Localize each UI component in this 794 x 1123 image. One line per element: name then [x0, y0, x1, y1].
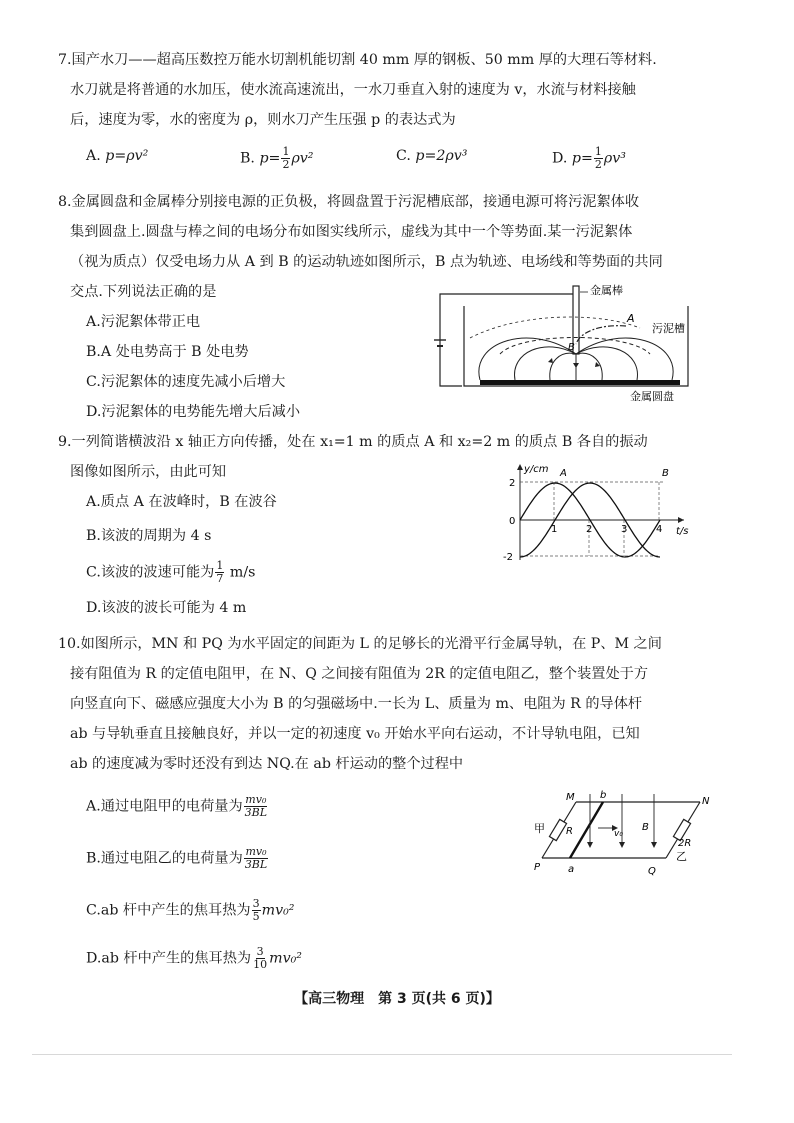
- q7-option-a: A. p=ρv²: [86, 148, 149, 164]
- q9-option-d: D.该波的波长可能为 4 m: [86, 600, 247, 616]
- q9-xtick-4: 4: [656, 524, 663, 535]
- q8-point-b-label: B: [568, 342, 575, 353]
- q10-label-n: N: [702, 796, 710, 807]
- q9-xtick-2: 2: [586, 524, 593, 535]
- q7-stem-line-3: 后，速度为零，水的密度为 ρ，则水刀产生压强 p 的表达式为: [70, 112, 456, 128]
- q10-stem-line-4: ab 与导轨垂直且接触良好，并以一定的初速度 v₀ 开始水平向右运动，不计导轨电阻，已知: [70, 726, 640, 742]
- q9-ytick-top: 2: [509, 478, 516, 489]
- q8-option-a: A.污泥絮体带正电: [86, 314, 201, 330]
- q7-stem-line-2: 水刀就是将普通的水加压，使水流高速流出，一水刀垂直入射的速度为 v，水流与材料接触: [70, 82, 636, 98]
- q10-rail-circuit-figure: [530, 788, 710, 880]
- q10-stem-line-2: 接有阻值为 R 的定值电阻甲，在 N、Q 之间接有阻值为 2R 的定值电阻乙，整个装置处于方: [70, 666, 649, 682]
- q7-stem-line-1: 7.国产水刀——超高压数控万能水切割机能切割 40 mm 厚的钢板、50 mm 厚的大理石等材料.: [58, 52, 657, 68]
- q8-option-d: D.污泥絮体的电势能先增大后减小: [86, 404, 301, 420]
- q9-stem-line-1: 9.一列简谐横波沿 x 轴正方向传播，处在 x₁=1 m 的质点 A 和 x₂=2 m 的质点 B 各自的振动: [58, 434, 648, 450]
- q8-rod-label: 金属棒: [590, 284, 623, 297]
- q10-option-c: C.ab 杆中产生的焦耳热为 $\frac{3}{5}$ mv₀²: [86, 897, 295, 923]
- q10-label-m: M: [566, 792, 575, 803]
- q10-label-jia: 甲: [534, 822, 545, 835]
- q10-label-b: b: [600, 790, 607, 801]
- q9-curve-a-label: A: [560, 468, 567, 479]
- q8-option-c: C.污泥絮体的速度先减小后增大: [86, 374, 286, 390]
- q10-label-field-b: B: [642, 822, 649, 833]
- q10-option-b: B.通过电阻乙的电荷量为 $\frac{\text{mv₀}}{3BL}$: [86, 845, 268, 871]
- q7-option-b: B. p= $\frac{1}{2}$ ρv²: [240, 145, 314, 171]
- q9-xtick-3: 3: [621, 524, 628, 535]
- q8-electric-field-figure: [430, 282, 700, 404]
- q10-stem-line-5: ab 的速度减为零时还没有到达 NQ.在 ab 杆运动的整个过程中: [70, 756, 464, 772]
- q9-vibration-graph: [500, 460, 700, 566]
- q7-option-d: D. p= $\frac{1}{2}$ ρv³: [552, 145, 626, 171]
- q10-label-yi: 乙: [676, 850, 687, 863]
- q10-label-a: a: [568, 864, 575, 875]
- q9-curve-b-label: B: [662, 468, 669, 479]
- q10-label-q: Q: [648, 866, 656, 877]
- q10-label-2r: 2R: [678, 838, 692, 849]
- q10-label-p: P: [534, 862, 541, 873]
- q10-label-v0: v₀: [614, 829, 623, 839]
- q9-y-axis-label: y/cm: [524, 464, 549, 475]
- q7-option-c: C. p=2ρv³: [396, 148, 468, 164]
- q10-option-a: A.通过电阻甲的电荷量为 $\frac{\text{mv₀}}{3BL}$: [86, 793, 268, 819]
- q8-stem-line-4: 交点.下列说法正确的是: [70, 284, 217, 300]
- page-divider: [32, 1054, 732, 1055]
- q9-origin-label: 0: [509, 516, 516, 527]
- q9-option-c: C.该波的波速可能为 $\frac{1}{7}$ m/s: [86, 559, 256, 585]
- q9-x-axis-label: t/s: [676, 526, 689, 537]
- q8-stem-line-1: 8.金属圆盘和金属棒分别接电源的正负极，将圆盘置于污泥槽底部，接通电源可将污泥絮体收: [58, 194, 640, 210]
- q9-option-b: B.该波的周期为 4 s: [86, 528, 212, 544]
- q8-stem-line-2: 集到圆盘上.圆盘与棒之间的电场分布如图实线所示，虚线为其中一个等势面.某一污泥絮体: [70, 224, 633, 240]
- q10-option-d: D.ab 杆中产生的焦耳热为 $\frac{3}{10}$ mv₀²: [86, 945, 302, 971]
- q9-ytick-bottom: -2: [503, 552, 513, 563]
- q8-point-a-label: A: [627, 312, 635, 325]
- q8-disc-label: 金属圆盘: [630, 390, 674, 403]
- q10-stem-line-1: 10.如图所示，MN 和 PQ 为水平固定的间距为 L 的足够长的光滑平行金属导轨，在 P、M 之间: [58, 636, 662, 652]
- q9-option-a: A.质点 A 在波峰时，B 在波谷: [86, 494, 277, 510]
- q8-tank-label: 污泥槽: [652, 322, 685, 335]
- q9-xtick-1: 1: [551, 524, 558, 535]
- q8-option-b: B.A 处电势高于 B 处电势: [86, 344, 249, 360]
- q8-stem-line-3: （视为质点）仅受电场力从 A 到 B 的运动轨迹如图所示，B 点为轨迹、电场线和等势面的共同: [70, 254, 663, 270]
- q9-stem-line-2: 图像如图所示，由此可知: [70, 464, 227, 480]
- q10-stem-line-3: 向竖直向下、磁感应强度大小为 B 的匀强磁场中.一长为 L、质量为 m、电阻为 R 的导体杆: [70, 696, 643, 712]
- page-footer: 【高三物理 第 3 页(共 6 页)】: [294, 991, 500, 1007]
- q10-label-r: R: [566, 826, 573, 837]
